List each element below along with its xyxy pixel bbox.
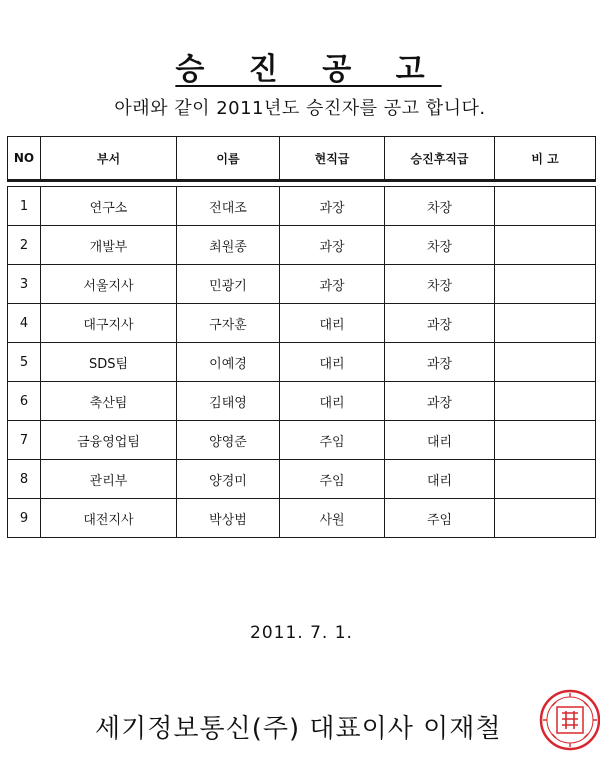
seal-ink: [541, 691, 599, 749]
cell-remarks: [495, 421, 596, 460]
notice-date: 2011. 7. 1.: [250, 623, 353, 643]
cell-department: SDS팀: [41, 343, 177, 382]
cell-current-rank: 사원: [280, 499, 385, 538]
cell-current-rank: 대리: [280, 382, 385, 421]
cell-current-rank: 과장: [280, 226, 385, 265]
cell-new-rank: 대리: [385, 421, 495, 460]
table-row: [8, 265, 596, 304]
cell-department: 금융영업팀: [41, 421, 177, 460]
table-row: [8, 421, 596, 460]
cell-department: 대전지사: [41, 499, 177, 538]
table-row: [8, 226, 596, 265]
cell-department: 개발부: [41, 226, 177, 265]
cell-remarks: [495, 187, 596, 226]
cell-department: 연구소: [41, 187, 177, 226]
cell-department: 서울지사: [41, 265, 177, 304]
cell-current-rank: 대리: [280, 343, 385, 382]
cell-new-rank: 차장: [385, 265, 495, 304]
table-row: [8, 304, 596, 343]
cell-new-rank: 과장: [385, 304, 495, 343]
cell-current-rank: 대리: [280, 304, 385, 343]
cell-name: 전대조: [177, 187, 280, 226]
notice-title-text: 승 진 공 고: [175, 52, 442, 87]
cell-remarks: [495, 382, 596, 421]
cell-no: 6: [8, 382, 41, 421]
cell-name: 이예경: [177, 343, 280, 382]
table-row: [8, 499, 596, 538]
notice-subtitle: 아래와 같이 2011년도 승진자를 공고 합니다.: [114, 98, 486, 119]
seal-characters: [562, 711, 578, 729]
table-row: [8, 382, 596, 421]
cell-name: 구자훈: [177, 304, 280, 343]
cell-no: 3: [8, 265, 41, 304]
cell-name: 김태영: [177, 382, 280, 421]
cell-current-rank: 주임: [280, 421, 385, 460]
header-remarks: 비 고: [495, 137, 596, 181]
cell-department: 축산팀: [41, 382, 177, 421]
cell-department: 대구지사: [41, 304, 177, 343]
cell-new-rank: 대리: [385, 460, 495, 499]
cell-current-rank: 과장: [280, 265, 385, 304]
cell-no: 7: [8, 421, 41, 460]
cell-new-rank: 과장: [385, 343, 495, 382]
header-no: NO: [8, 137, 41, 181]
table-row: [8, 343, 596, 382]
company-seal-stamp: [538, 688, 600, 752]
cell-no: 1: [8, 187, 41, 226]
cell-name: 양경미: [177, 460, 280, 499]
seal-rim-marks: [543, 693, 597, 747]
cell-name: 민광기: [177, 265, 280, 304]
cell-current-rank: 과장: [280, 187, 385, 226]
seal-center-square: [557, 707, 583, 733]
cell-remarks: [495, 460, 596, 499]
cell-name: 양영준: [177, 421, 280, 460]
seal-outer-ring: [541, 691, 599, 749]
cell-remarks: [495, 265, 596, 304]
cell-no: 9: [8, 499, 41, 538]
header-new-rank: 승진후직급: [385, 137, 495, 181]
promotion-table: [7, 136, 596, 538]
header-name: 이름: [177, 137, 280, 181]
cell-new-rank: 주임: [385, 499, 495, 538]
cell-new-rank: 차장: [385, 226, 495, 265]
cell-name: 박상범: [177, 499, 280, 538]
cell-name: 최원종: [177, 226, 280, 265]
notice-title: [0, 44, 600, 88]
header-current-rank: 현직급: [280, 137, 385, 181]
cell-new-rank: 과장: [385, 382, 495, 421]
cell-no: 8: [8, 460, 41, 499]
table-row: [8, 187, 596, 226]
cell-remarks: [495, 304, 596, 343]
cell-no: 2: [8, 226, 41, 265]
header-department: 부서: [41, 137, 177, 181]
cell-remarks: [495, 343, 596, 382]
cell-remarks: [495, 226, 596, 265]
cell-new-rank: 차장: [385, 187, 495, 226]
cell-current-rank: 주임: [280, 460, 385, 499]
table-header-row: [8, 137, 596, 181]
cell-remarks: [495, 499, 596, 538]
cell-no: 4: [8, 304, 41, 343]
signature-line: 세기정보통신(주) 대표이사 이재철: [95, 714, 502, 744]
table-row: [8, 460, 596, 499]
cell-no: 5: [8, 343, 41, 382]
cell-department: 관리부: [41, 460, 177, 499]
